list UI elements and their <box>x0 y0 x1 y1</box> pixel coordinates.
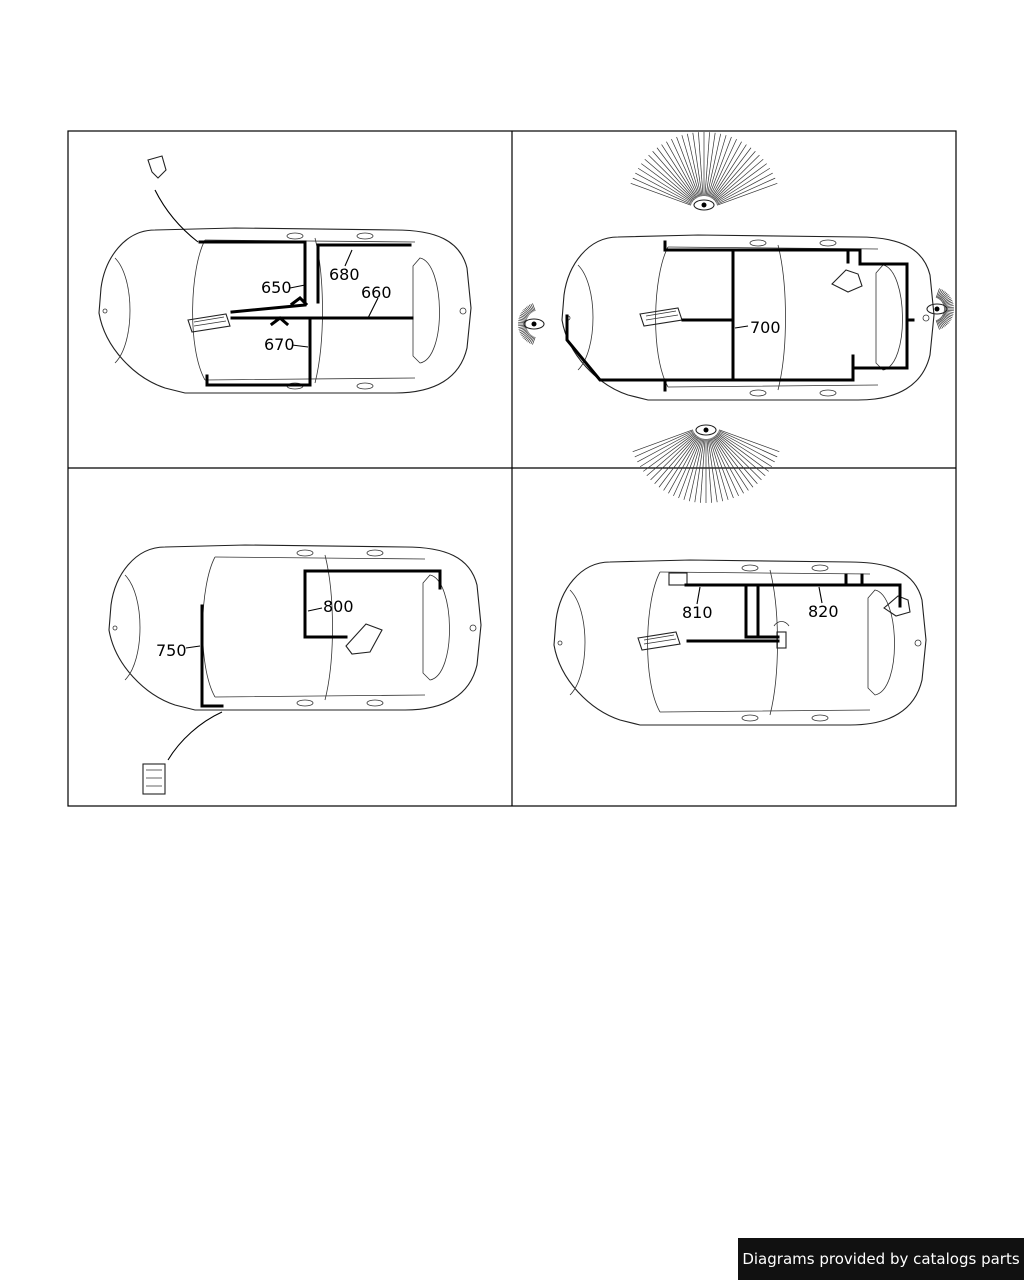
sensor-coverage-zones <box>518 132 954 503</box>
label-800: 800 <box>323 597 354 616</box>
panel-bottom-right <box>554 560 926 725</box>
label-650: 650 <box>261 278 292 297</box>
hatch-line <box>649 155 694 200</box>
control-module-icon <box>640 308 682 326</box>
panel-top-left <box>99 156 471 393</box>
label-680: 680 <box>329 265 360 284</box>
hatch-line <box>944 307 954 308</box>
label-660: 660 <box>361 283 392 302</box>
hatch-line <box>532 337 535 345</box>
callout-arrow <box>168 712 222 760</box>
antenna-module-icon <box>669 573 687 585</box>
hatch-line <box>714 155 759 200</box>
harness-wires <box>200 242 412 385</box>
label-810: 810 <box>682 603 713 622</box>
label-700: 700 <box>750 318 781 337</box>
label-750: 750 <box>156 641 187 660</box>
label-670: 670 <box>264 335 295 354</box>
connector-icon <box>148 156 166 178</box>
hatch-line <box>532 303 535 311</box>
callout-arrow <box>155 190 198 242</box>
hatch-line <box>944 310 954 311</box>
control-module-icon <box>638 632 680 650</box>
camera-left-icon <box>524 319 544 329</box>
harness-wires <box>202 571 440 706</box>
camera-front-icon <box>694 200 714 210</box>
harness-wires <box>567 242 913 390</box>
camera-rear-icon <box>696 425 716 435</box>
panel-top-right <box>518 132 954 503</box>
hatch-line <box>651 435 696 480</box>
connector-icon <box>143 764 165 794</box>
seat-module-icon <box>346 624 382 654</box>
panel-bottom-left <box>109 545 481 794</box>
label-820: 820 <box>808 602 839 621</box>
remote-key-icon <box>774 622 789 649</box>
seat-module-icon <box>884 596 910 616</box>
footer-credit: Diagrams provided by catalogs parts <box>738 1238 1024 1280</box>
seat-module-icon <box>832 270 862 292</box>
control-module-icon <box>188 314 230 332</box>
hatch-line <box>716 435 761 480</box>
